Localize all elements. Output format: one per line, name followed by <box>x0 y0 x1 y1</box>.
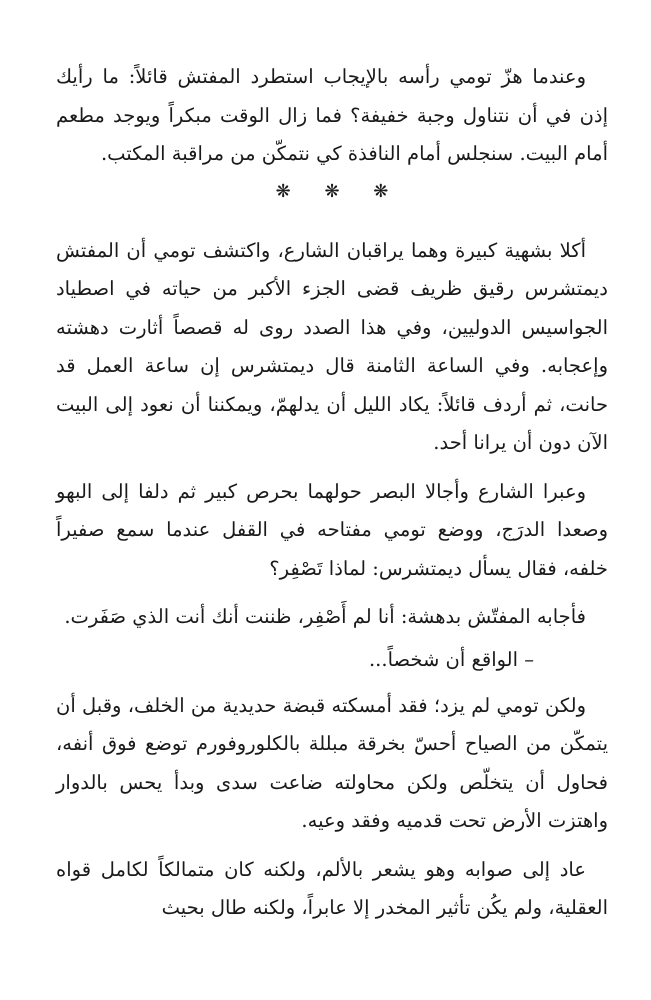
dialogue-line: – الواقع أن شخصاً... <box>368 647 534 671</box>
paragraph-inspector-suggestion: وعندما هزّ تومي رأسه بالإيجاب استطرد المفتش قائلاً: ما رأيك إذن في أن نتناول وجبة خفيفة؟ فما زال الوقت مبكراً ويوجد مطعم أمام البيت. سنجلس أمام النافذة كي نتمكّن من مراقبة المكتب. <box>56 65 608 165</box>
paragraph-crossing-street: وعبرا الشارع وأجالا البصر حولهما بحرص كبير ثم دلفا إلى البهو وصعدا الدرَج، ووضع تومي مفتاحه في القفل عندما سمع صفيراً خلفه، فقال يسأل ديمتشرس: لماذا تَصْفِر؟ <box>56 479 608 580</box>
paragraph-inspector-reply: فأجابه المفتّش بدهشة: أنا لم أَصْفِر، ظننت أنك أنت الذي صَفَرت. <box>64 605 586 628</box>
book-page <box>56 58 608 928</box>
paragraph-tommy-captured: ولكن تومي لم يزد؛ فقد أمسكته قبضة حديدية من الخلف، وقبل أن يتمكّن من الصياح أحسّ بخرقة مبللة بالكلوروفورم توضع فوق أنفه، فحاول أن يتخلّص ولكن محاولته ضاعت سدى وبدأ يحس بالدوار واهتزت الأرض تحت قدميه وفقد وعيه. <box>56 693 608 832</box>
paragraph-tommy-wakes: عاد إلى صوابه وهو يشعر بالألم، ولكنه كان متمالكاً لكامل قواه العقلية، ولم يكُن تأثير المخدر إلا عابراً، ولكنه طال بحيث <box>56 857 608 919</box>
section-separator: ❋ ❋ ❋ <box>275 180 403 202</box>
paragraph-dinner-conversation: أكلا بشهية كبيرة وهما يراقبان الشارع، واكتشف تومي أن المفتش ديمتشرس رقيق ظريف قضى الجزء الأكبر من حياته في اصطياد الجواسيس الدوليين، وفي هذا الصدد روى له قصصاً أثارت دهشته وإعجابه. وفي الساعة الثامنة قال ديمتشرس إن ساعة العمل قد حانت، ثم أردف قائلاً: يكاد الليل أن يدلهمّ، ويمكننا أن نعود إلى البيت الآن دون أن يرانا أحد. <box>56 238 608 454</box>
